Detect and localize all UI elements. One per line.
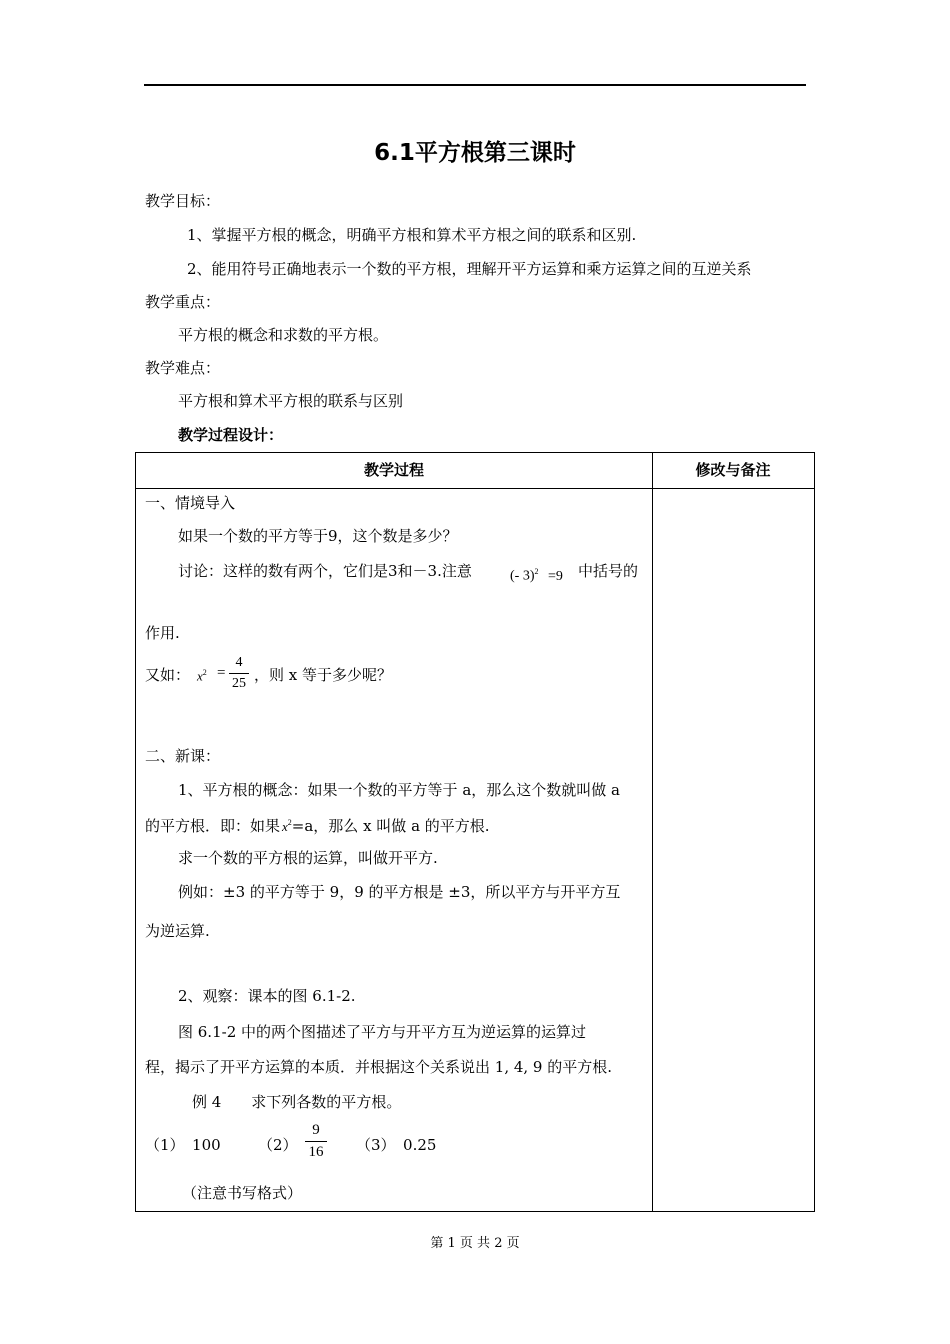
definition-exp: 2: [287, 818, 292, 827]
square-root-operation: 求一个数的平方根的运算，叫做开平方.: [178, 849, 438, 867]
square-root-definition: 1、平方根的概念：如果一个数的平方等于 a，那么这个数就叫做 a: [178, 781, 620, 799]
observation-heading: 2、观察：课本的图 6.1-2.: [178, 987, 356, 1005]
section-1-also: 又如：: [145, 666, 191, 684]
column-header-process: 教学过程: [363, 461, 424, 479]
section-1-also-tail: ，则 x 等于多少呢？: [254, 666, 392, 684]
key-points-text: 平方根的概念和求数的平方根。: [178, 326, 389, 344]
fraction-numerator: 4: [235, 655, 243, 670]
exercise-3: （3） 0.25: [356, 1136, 437, 1154]
formula-base: (- 3): [510, 568, 535, 584]
formula-rhs: =9: [548, 568, 563, 584]
header-rule: [144, 84, 806, 86]
objective-item-2: 2、能用符号正确地表示一个数的平方根，理解开平方运算和乘方运算之间的互逆关系: [187, 260, 752, 278]
section-1-question: 如果一个数的平方等于9，这个数是多少？: [178, 527, 458, 545]
objective-item-1: 1、掌握平方根的概念，明确平方根和算术平方根之间的联系和区别.: [187, 226, 637, 244]
section-2-heading: 二、新课：: [145, 747, 221, 765]
equation-equals: =: [217, 665, 226, 681]
example-text: 例如：±3 的平方等于 9，9 的平方根是 ±3，所以平方与开平方互: [178, 883, 621, 901]
fraction-denominator: 16: [308, 1144, 324, 1160]
format-note: （注意书写格式）: [182, 1184, 303, 1202]
example-4-title: 例 4 求下列各数的平方根。: [192, 1093, 402, 1111]
process-heading: 教学过程设计：: [178, 426, 284, 444]
difficulties-text: 平方根和算术平方根的联系与区别: [178, 392, 404, 410]
column-divider: [652, 453, 653, 1211]
fraction-denominator: 25: [232, 676, 246, 691]
column-header-notes: 修改与备注: [695, 461, 771, 479]
formula-exponent: 2: [534, 567, 539, 576]
difficulties-heading: 教学难点：: [145, 359, 221, 377]
square-root-definition-line-2: [145, 815, 490, 836]
objectives-heading: 教学目标：: [145, 192, 221, 210]
section-1-heading: 一、情境导入: [145, 494, 236, 512]
section-1-discussion-end: 作用.: [145, 624, 180, 642]
key-points-heading: 教学重点：: [145, 293, 221, 311]
fraction-4-over-25: [229, 655, 249, 692]
page-title: 6.1平方根第三课时: [374, 140, 576, 166]
page-footer: 第 1 页 共 2 页: [430, 1236, 520, 1251]
exercise-1: （1） 100: [145, 1136, 221, 1154]
exercise-2-label: （2）: [258, 1136, 298, 1154]
fraction-numerator: 9: [312, 1122, 320, 1138]
definition-post: =a，那么 x 叫做 a 的平方根.: [291, 817, 490, 835]
fraction-9-over-16: [305, 1122, 327, 1161]
observation-text: 图 6.1-2 中的两个图描述了平方与开平方互为逆运算的运算过: [178, 1023, 587, 1041]
definition-var: x: [282, 819, 288, 834]
observation-text-line-2: 程，揭示了开平方运算的本质．并根据这个关系说出 1, 4, 9 的平方根.: [145, 1058, 613, 1076]
equation-var-x: $x^2$: [197, 668, 207, 684]
definition-pre: 的平方根．即：如果: [145, 817, 281, 835]
section-1-discussion-tail: 中括号的: [578, 562, 639, 580]
example-text-line-2: 为逆运算.: [145, 922, 210, 940]
header-divider: [136, 488, 814, 489]
section-1-discussion: 讨论：这样的数有两个，它们是3和－3.注意: [178, 562, 472, 580]
formula-neg3-squared: [510, 567, 563, 585]
